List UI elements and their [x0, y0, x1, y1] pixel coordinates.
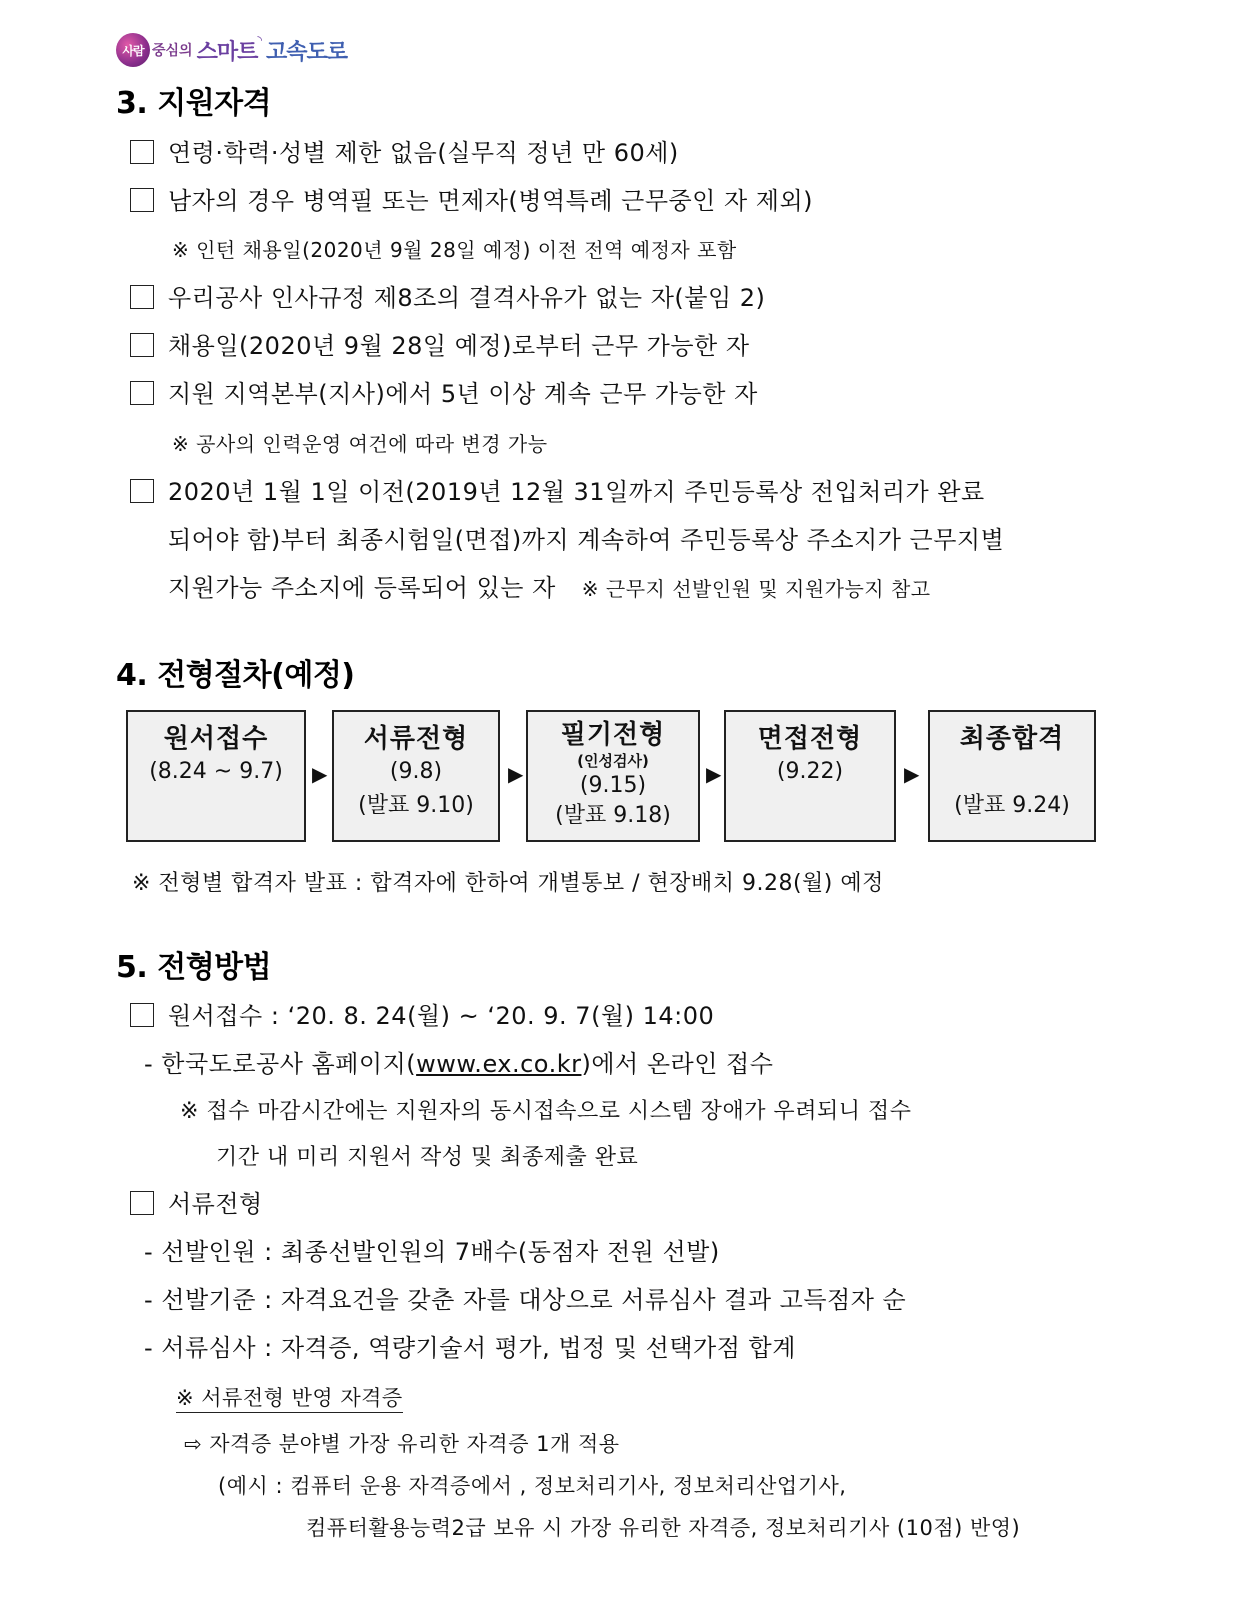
step-interview: 면접전형 (9.22)	[724, 710, 896, 842]
checkbox-icon	[130, 1003, 154, 1027]
logo	[116, 30, 347, 70]
list-item: 우리공사 인사규정 제8조의 결격사유가 없는 자(붙임 2)	[130, 278, 765, 313]
list-item: 2020년 1월 1일 이전(2019년 12월 31일까지 주민등록상 전입처리가 완료	[130, 472, 985, 507]
checkbox-icon	[130, 188, 154, 212]
section-4-heading: 4. 전형절차(예정)	[116, 658, 355, 693]
list-item: 원서접수 : ‘20. 8. 24(월) ~ ‘20. 9. 7(월) 14:00	[130, 996, 714, 1031]
arrow-right-icon: ▶	[706, 762, 722, 786]
checkbox-icon	[130, 1191, 154, 1215]
list-item-cont: 되어야 함)부터 최종시험일(면접)까지 계속하여 주민등록상 주소지가 근무지별	[168, 526, 1005, 554]
step-application: 원서접수 (8.24 ~ 9.7)	[126, 710, 306, 842]
step-document: 서류전형 (9.8) (발표 9.10)	[332, 710, 500, 842]
step-final: 최종합격 (발표 9.24)	[928, 710, 1096, 842]
list-subitem: - 선발인원 : 최종선발인원의 7배수(동점자 전원 선발)	[144, 1238, 720, 1266]
list-subitem: - 선발기준 : 자격요건을 갖춘 자를 대상으로 서류심사 결과 고득점자 순	[144, 1286, 907, 1314]
logo-sub: 중심의	[152, 43, 193, 59]
step-written: 필기전형 (인성검사) (9.15) (발표 9.18)	[526, 710, 700, 842]
list-item: 지원 지역본부(지사)에서 5년 이상 계속 근무 가능한 자	[130, 374, 758, 409]
checkbox-icon	[130, 381, 154, 405]
note: ※ 근무지 선발인원 및 지원가능지 참고	[581, 577, 931, 601]
checkbox-icon	[130, 140, 154, 164]
checkbox-icon	[130, 333, 154, 357]
note: ※ 전형별 합격자 발표 : 합격자에 한하여 개별통보 / 현장배치 9.28(월) 예정	[132, 871, 884, 896]
logo-road: 고속도로	[266, 39, 348, 65]
arrow-right-icon: ▶	[904, 762, 920, 786]
cert-title: ※ 서류전형 반영 자격증	[176, 1382, 403, 1412]
cert-example: (예시 : 컴퓨터 운용 자격증에서 , 정보처리기사, 정보처리산업기사,	[218, 1474, 847, 1498]
list-item: 남자의 경우 병역필 또는 면제자(병역특례 근무중인 자 제외)	[130, 181, 813, 216]
logo-mark: 사람	[116, 33, 150, 67]
note: ※ 접수 마감시간에는 지원자의 동시접속으로 시스템 장애가 우려되니 접수	[180, 1099, 912, 1124]
checkbox-icon	[130, 285, 154, 309]
arrow-right-icon: ▶	[508, 762, 524, 786]
list-subitem: - 한국도로공사 홈페이지(www.ex.co.kr)에서 온라인 접수	[144, 1050, 774, 1078]
list-item: 서류전형	[130, 1184, 263, 1219]
list-item: 채용일(2020년 9월 28일 예정)로부터 근무 가능한 자	[130, 326, 750, 361]
list-subitem: - 서류심사 : 자격증, 역량기술서 평가, 법정 및 선택가점 합계	[144, 1334, 796, 1362]
cert-example-cont: 컴퓨터활용능력2급 보유 시 가장 유리한 자격증, 정보처리기사 (10점) 반영)	[306, 1516, 1021, 1540]
list-item-cont: 지원가능 주소지에 등록되어 있는 자 ※ 근무지 선발인원 및 지원가능지 참고	[168, 574, 931, 602]
list-item: 연령·학력·성별 제한 없음(실무직 정년 만 60세)	[130, 133, 679, 168]
note: ※ 인턴 채용일(2020년 9월 28일 예정) 이전 전역 예정자 포함	[172, 238, 737, 262]
cert-rule: ⇨ 자격증 분야별 가장 유리한 자격증 1개 적용	[184, 1432, 620, 1456]
note: ※ 공사의 인력운영 여건에 따라 변경 가능	[172, 432, 548, 456]
checkbox-icon	[130, 479, 154, 503]
arrow-right-icon: ▶	[312, 762, 328, 786]
logo-smart: 스마트	[196, 39, 258, 65]
process-flow	[126, 710, 1096, 846]
section-3-heading: 3. 지원자격	[116, 86, 272, 121]
wifi-icon: ◝	[257, 33, 262, 47]
section-5-heading: 5. 전형방법	[116, 950, 272, 985]
note-cont: 기간 내 미리 지원서 작성 및 최종제출 완료	[216, 1145, 639, 1170]
website-link[interactable]: www.ex.co.kr	[416, 1050, 582, 1078]
